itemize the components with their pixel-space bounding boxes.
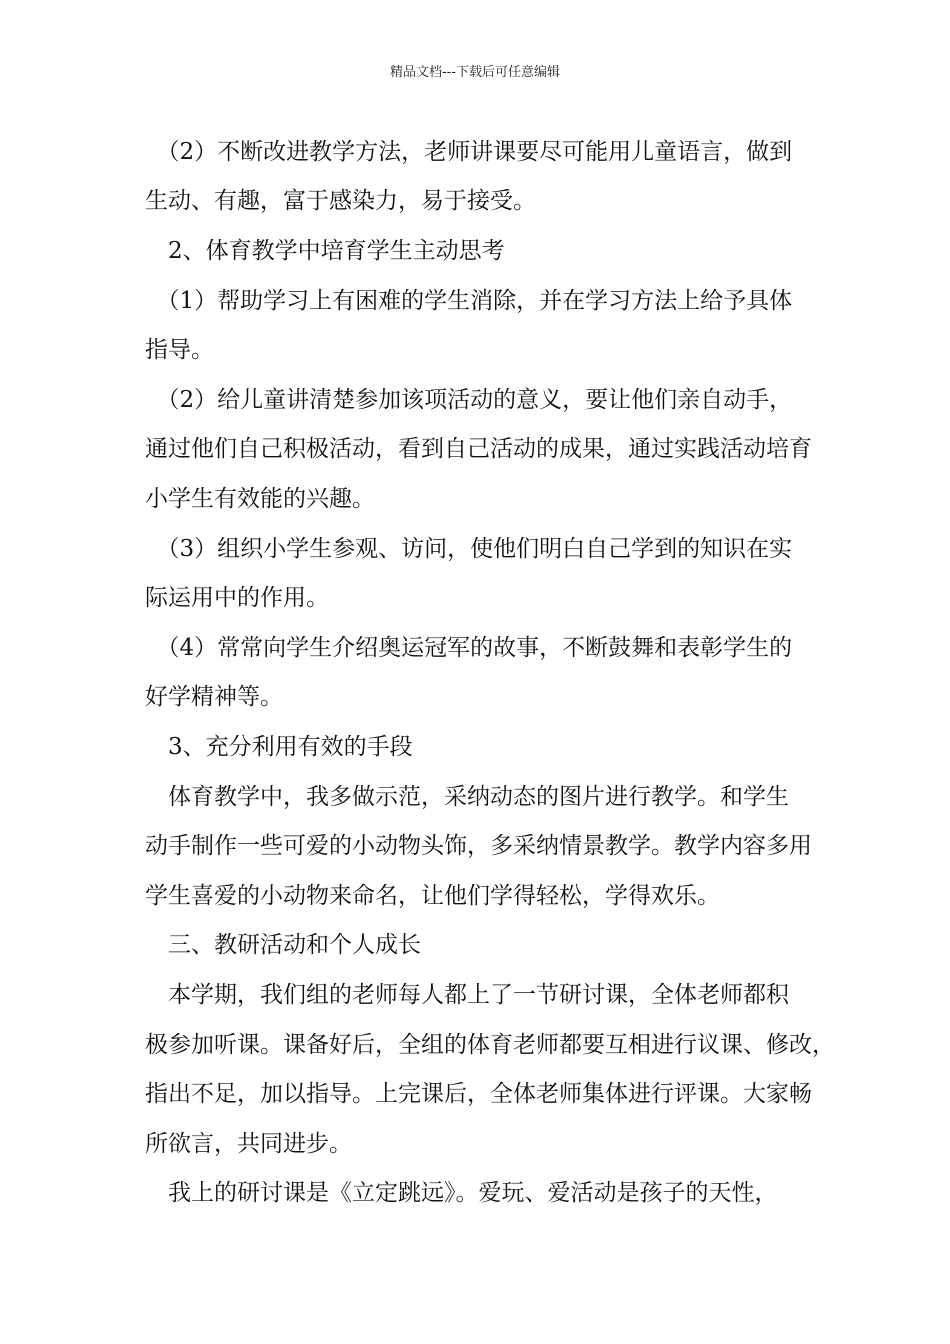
text-line: 指导。 — [145, 337, 214, 363]
text-line: 我上的研讨课是《立定跳远》。爱玩、爱活动是孩子的天性， — [145, 1180, 778, 1206]
text-line: （3）组织小学生参观、访问，使他们明白自己学到的知识在实 — [145, 536, 793, 562]
text-line: 小学生有效能的兴趣。 — [145, 486, 375, 512]
text-line: 通过他们自己积极活动，看到自己活动的成果，通过实践活动培育 — [145, 436, 812, 462]
text-line: 好学精神等。 — [145, 684, 283, 710]
text-line: 极参加听课。课备好后，全组的体育老师都要互相进行议课、修改， — [145, 1032, 835, 1058]
text-line: （4）常常向学生介绍奥运冠军的故事，不断鼓舞和表彰学生的 — [145, 635, 793, 661]
text-line: 3、充分利用有效的手段 — [145, 734, 413, 760]
text-line: （1）帮助学习上有困难的学生消除，并在学习方法上给予具体 — [145, 288, 793, 314]
text-line: 指出不足，加以指导。上完课后，全体老师集体进行评课。大家畅 — [145, 1081, 812, 1107]
text-line: 际运用中的作用。 — [145, 585, 329, 611]
text-line: 本学期，我们组的老师每人都上了一节研讨课，全体老师都积 — [145, 982, 789, 1008]
text-line: 生动、有趣，富于感染力，易于接受。 — [145, 188, 536, 214]
text-line: 三、教研活动和个人成长 — [145, 932, 421, 958]
text-line: 2、体育教学中培育学生主动思考 — [145, 238, 505, 264]
text-line: （2）不断改进教学方法，老师讲课要尽可能用儿童语言，做到 — [145, 139, 793, 165]
text-line: （2）给儿童讲清楚参加该项活动的意义，要让他们亲自动手， — [145, 387, 793, 413]
page-header: 精品文档---下载后可任意编辑 — [389, 65, 561, 80]
text-line: 所欲言，共同进步。 — [145, 1131, 352, 1157]
text-line: 学生喜爱的小动物来命名，让他们学得轻松，学得欢乐。 — [145, 883, 720, 909]
text-line: 动手制作一些可爱的小动物头饰，多采纳情景教学。教学内容多用 — [145, 833, 812, 859]
text-line: 体育教学中，我多做示范，采纳动态的图片进行教学。和学生 — [145, 784, 789, 810]
